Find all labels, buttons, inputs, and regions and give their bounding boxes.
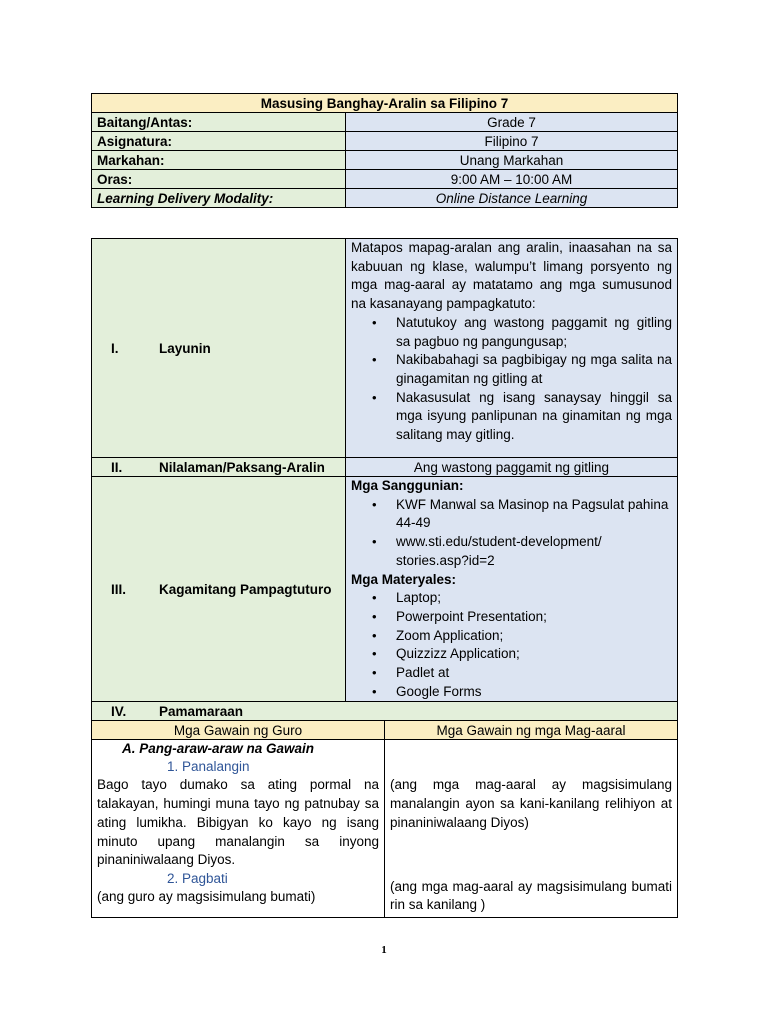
materyales-item: • Quizzizz Application; xyxy=(396,645,672,664)
subject-value: Filipino 7 xyxy=(346,132,678,151)
materyales-item: • Google Forms xyxy=(396,683,672,702)
materyales-item: • Laptop; xyxy=(396,589,672,608)
layunin-title: Layunin xyxy=(159,340,211,356)
magaaral-column-header: Mga Gawain ng mga Mag-aaral xyxy=(385,721,678,740)
magaaral-pagbati-text: (ang mga mag-aaral ay magsisimulang bumati rin sa kanilang ) xyxy=(390,878,672,913)
pamamaraan-title: Pamamaraan xyxy=(159,703,244,719)
layunin-number: I. xyxy=(111,340,119,356)
guro-column-header: Mga Gawain ng Guro xyxy=(92,721,385,740)
layunin-item: • Natutukoy ang wastong paggamit ng gitling sa pagbuo ng pangungusap; xyxy=(396,314,672,351)
guro-activities xyxy=(92,740,385,918)
pagbati-subheading: 2. Pagbati xyxy=(167,870,228,886)
quarter-value: Unang Markahan xyxy=(346,151,678,170)
materyales-list xyxy=(351,589,672,701)
activity-title: A. Pang-araw-araw na Gawain xyxy=(122,741,315,757)
materyales-item: • Powerpoint Presentation; xyxy=(396,608,672,627)
kagamitan-heading xyxy=(92,477,346,702)
guro-pagbati-text: (ang guro ay magsisimulang bumati) xyxy=(97,888,316,904)
kagamitan-number: III. xyxy=(111,581,127,597)
layunin-item: • Nakibabahagi sa pagbibigay ng mga salita na ginagamitan ng gitling at xyxy=(396,351,672,388)
materyales-label: Mga Materyales: xyxy=(351,571,457,587)
kagamitan-title: Kagamitang Pampagtuturo xyxy=(159,581,332,597)
layunin-content xyxy=(346,239,678,458)
magaaral-activities xyxy=(385,740,678,918)
layunin-heading xyxy=(92,239,346,458)
quarter-label: Markahan: xyxy=(92,151,346,170)
nilalaman-number: II. xyxy=(111,459,123,475)
sanggunian-item: • KWF Manwal sa Masinop na Pagsulat pahina 44-49 xyxy=(396,496,672,533)
time-value: 9:00 AM – 10:00 AM xyxy=(346,170,678,189)
lesson-info-table xyxy=(91,93,678,208)
modality-value: Online Distance Learning xyxy=(346,189,678,208)
panalangin-subheading: 1. Panalangin xyxy=(167,759,250,775)
lesson-plan-title: Masusing Banghay-Aralin sa Filipino 7 xyxy=(92,94,678,113)
sanggunian-item: • www.sti.edu/student-development/ stories.asp?id=2 xyxy=(396,533,672,570)
materyales-item: • Padlet at xyxy=(396,664,672,683)
kagamitan-content xyxy=(346,477,678,702)
layunin-intro: Matapos mapag-aralan ang aralin, inaasahan na sa kabuuan ng klase, walumpu’t limang porsyento ng mga mag-aaral ay matatamo ang mga sumusunod na kasanayang pampagkatuto: xyxy=(351,240,672,312)
page-number: 1 xyxy=(381,944,387,956)
sanggunian-label: Mga Sanggunian: xyxy=(351,478,464,493)
guro-panalangin-text: Bago tayo dumako sa ating pormal na talakayan, humingi muna tayo ng patnubay sa ating lumikha. Bibigyan ko kayo ng isang minuto upang manalangin sa inyong pinaniniwalaang Diyos. xyxy=(97,777,379,868)
materyales-item: • Zoom Application; xyxy=(396,627,672,646)
time-label: Oras: xyxy=(92,170,346,189)
nilalaman-title: Nilalaman/Paksang-Aralin xyxy=(159,459,325,475)
layunin-list xyxy=(351,314,672,445)
grade-label: Baitang/Antas: xyxy=(92,113,346,132)
nilalaman-heading xyxy=(92,458,346,477)
lesson-body-table xyxy=(91,238,678,918)
nilalaman-value: Ang wastong paggamit ng gitling xyxy=(346,458,678,477)
subject-label: Asignatura: xyxy=(92,132,346,151)
magaaral-panalangin-text: (ang mga mag-aaral ay magsisimulang manalangin ayon sa kani-kanilang relihiyon at pinaniniwalaang Diyos) xyxy=(390,777,672,830)
pamamaraan-heading xyxy=(92,702,678,721)
layunin-item: • Nakasusulat ng isang sanaysay hinggil sa mga isyung panlipunan na ginamitan ng mga salitang may gitling. xyxy=(396,389,672,445)
grade-value: Grade 7 xyxy=(346,113,678,132)
pamamaraan-number: IV. xyxy=(111,703,127,719)
modality-label: Learning Delivery Modality: xyxy=(92,189,346,208)
sanggunian-list xyxy=(351,496,672,571)
